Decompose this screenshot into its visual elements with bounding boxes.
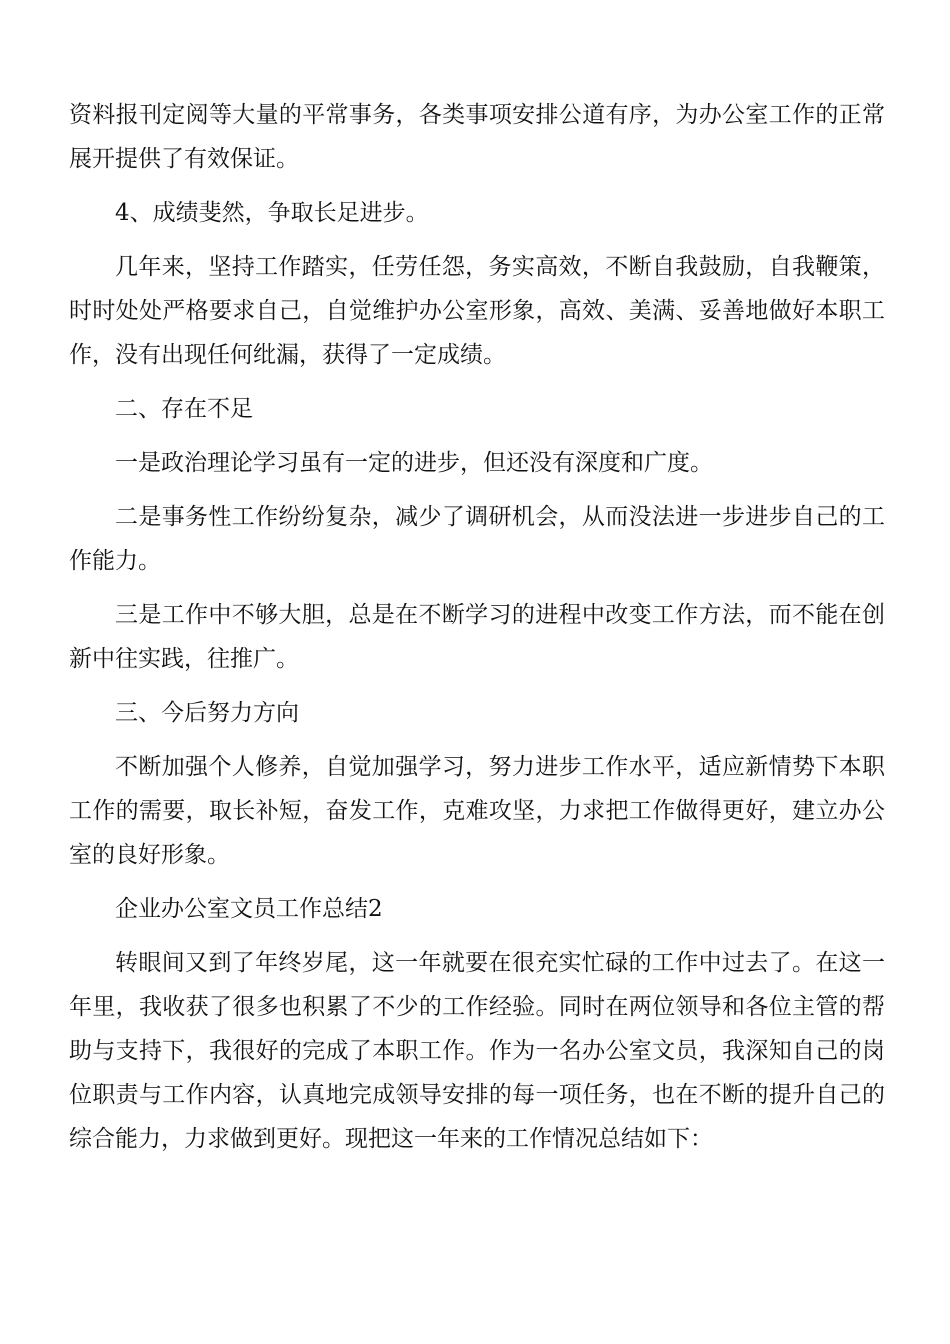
paragraph: 4、成绩斐然，争取长足进步。 xyxy=(115,200,429,226)
paragraph: 不断加强个人修养，自觉加强学习，努力进步工作水平，适应新情势下本职工作的需要，取长补短，奋发工作，克难攻坚，力求把工作做得更好，建立办公室的良好形象。 xyxy=(69,754,885,868)
paragraph: 转眼间又到了年终岁尾，这一年就要在很充实忙碌的工作中过去了。在这一年里，我收获了很多也积累了不少的工作经验。同时在两位领导和各位主管的帮助与支持下，我很好的完成了本职工作。作为一名办公室文员，我深知自己的岗位职责与工作内容，认真地完成领导安排的每一项任务，也在不断的提升自己的综合能力，力求做到更好。现把这一年来的工作情况总结如下： xyxy=(69,950,885,1152)
section-heading: 二、存在不足 xyxy=(115,396,253,422)
paragraph: 几年来，坚持工作踏实，任劳任怨，务实高效，不断自我鼓励，自我鞭策，时时处处严格要求自己，自觉维护办公室形象，高效、美满、妥善地做好本职工作，没有出现任何纰漏，获得了一定成绩。 xyxy=(69,254,885,368)
paragraph: 三是工作中不够大胆，总是在不断学习的进程中改变工作方法，而不能在创新中往实践，往推广。 xyxy=(69,602,885,672)
section-heading: 三、今后努力方向 xyxy=(115,700,299,726)
document-body xyxy=(69,93,885,1171)
paragraph: 二是事务性工作纷纷复杂，减少了调研机会，从而没法进一步进步自己的工作能力。 xyxy=(69,504,885,574)
document-title: 企业办公室文员工作总结2 xyxy=(115,896,383,922)
paragraph: 资料报刊定阅等大量的平常事务，各类事项安排公道有序，为办公室工作的正常展开提供了有效保证。 xyxy=(69,102,885,172)
paragraph: 一是政治理论学习虽有一定的进步，但还没有深度和广度。 xyxy=(115,450,713,476)
